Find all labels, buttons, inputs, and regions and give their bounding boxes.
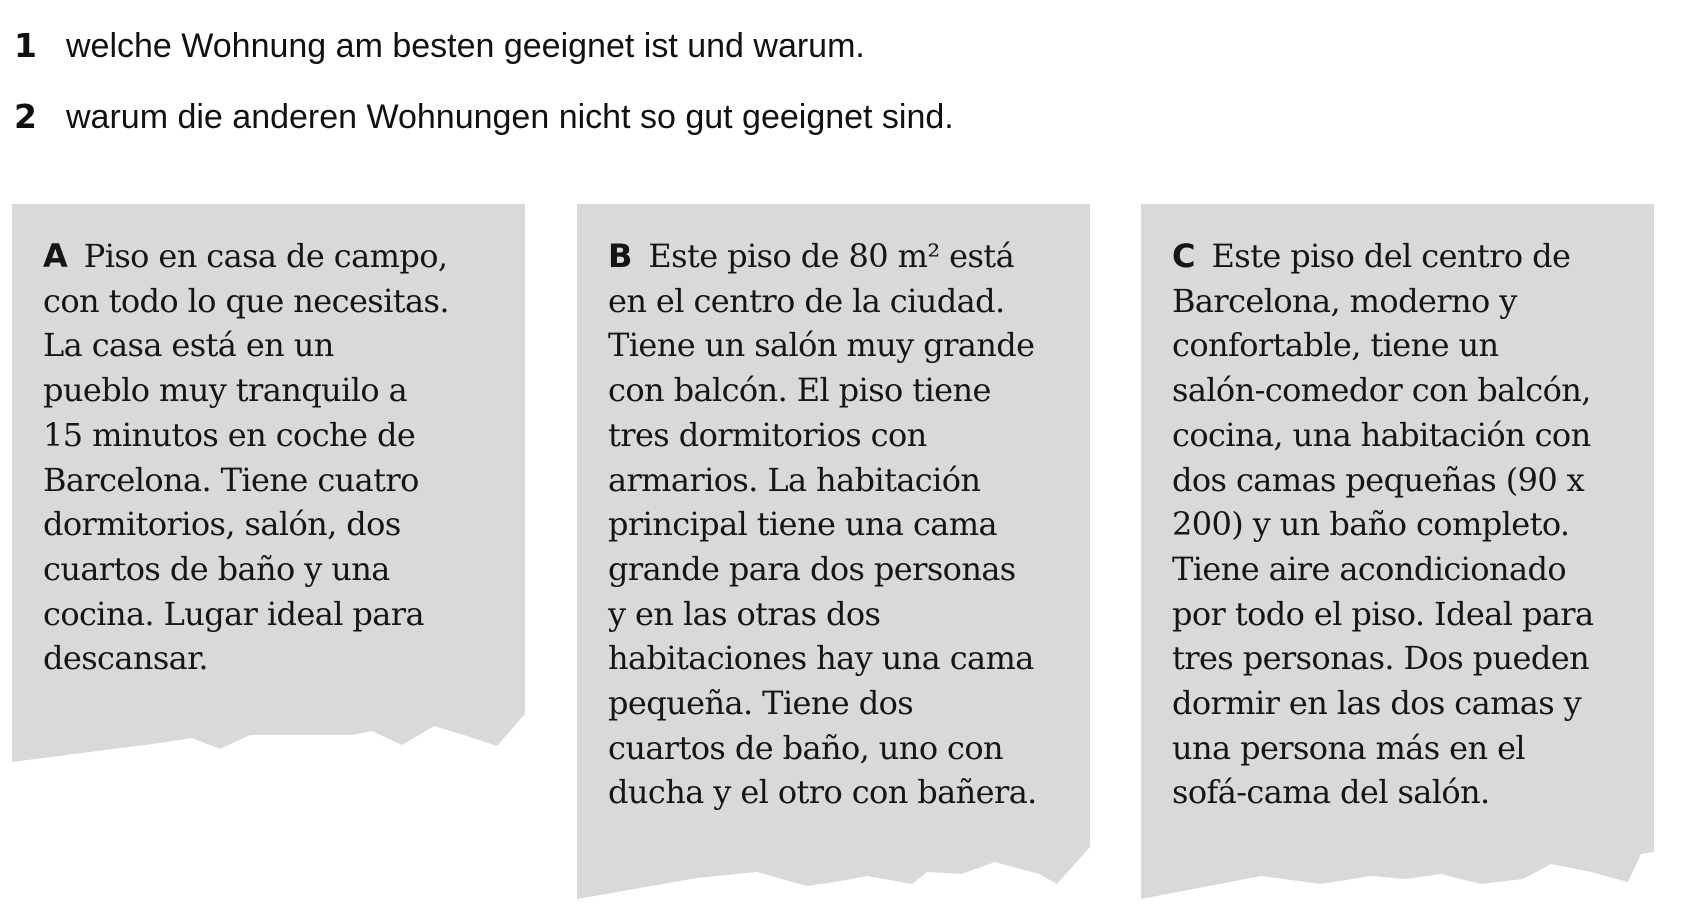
task-text: welche Wohnung am besten geeignet ist und warum. [66,27,865,65]
ad-description: Este piso del centro de Barcelona, moderno y confortable, tiene un salón-comedor con balcón, cocina, una habitación con dos camas pequeñas (90 x 200) y un baño completo. Tiene aire acondicionado por todo el piso. Ideal para tres personas. Dos pueden dormir en las dos camas y una persona más en el sofá-cama del salón. [1172,237,1594,812]
task-number: 2 [14,97,37,136]
ad-letter: C [1172,237,1196,275]
ad-text [43,234,513,681]
ad-description: Piso en casa de campo, con todo lo que necesitas. La casa está en un pueblo muy tranquilo a 15 minutos en coche de Barcelona. Tiene cuatro dormitorios, salón, dos cuartos de baño y una cocina. Lugar ideal para descansar. [43,237,449,678]
ad-letter: B [608,237,633,275]
task-line-2 [14,97,954,137]
task-text: warum die anderen Wohnungen nicht so gut geeignet sind. [66,98,954,136]
task-number: 1 [14,26,37,65]
ad-letter: A [43,237,68,275]
ad-description: Este piso de 80 m² está en el centro de la ciudad. Tiene un salón muy grande con balcón. El piso tiene tres dormitorios con armarios. La habitación principal tiene una cama grande para dos personas y en las otras dos habitaciones hay una cama pequeña. Tiene dos cuartos de baño, uno con ducha y el otro con bañera. [608,237,1037,812]
ad-text [1172,234,1642,815]
task-line-1 [14,26,865,66]
ad-text [608,234,1078,815]
